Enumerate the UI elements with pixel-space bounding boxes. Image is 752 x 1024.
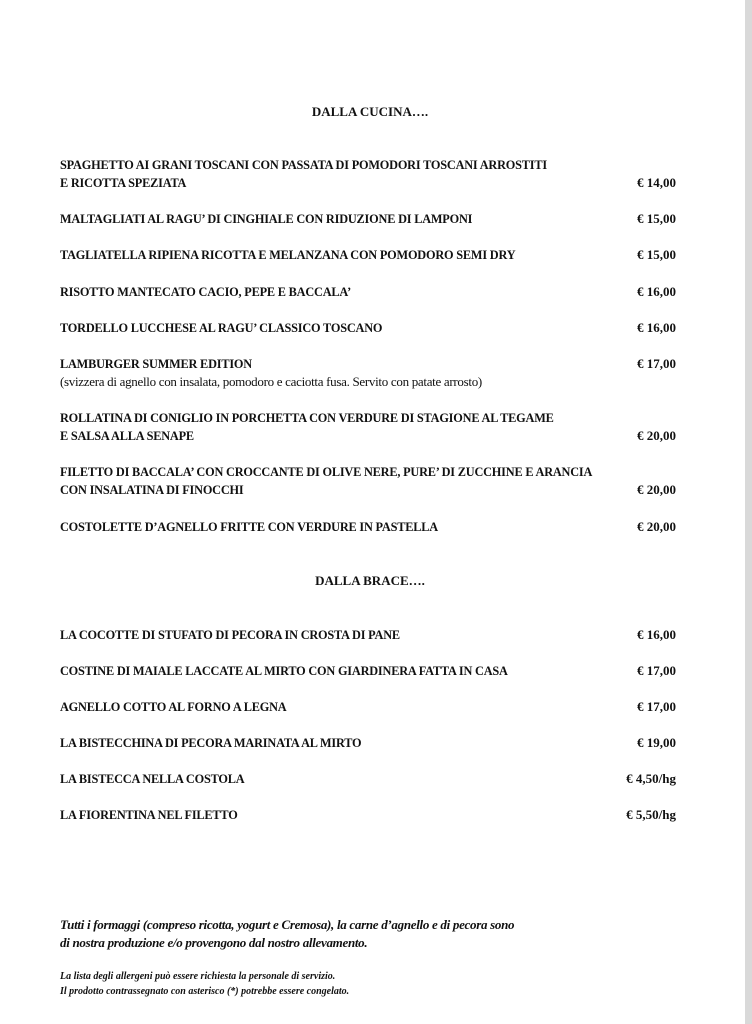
dish-price: € 16,00 <box>637 627 676 642</box>
dish-name: LA FIORENTINA NEL FILETTO <box>60 808 238 822</box>
section-title-cucina: DALLA CUCINA…. <box>311 104 429 119</box>
dish-name: RISOTTO MANTECATO CACIO, PEPE E BACCALA’ <box>60 285 352 299</box>
dish-name: TAGLIATELLA RIPIENA RICOTTA E MELANZANA CON POMODORO SEMI DRY <box>60 248 516 262</box>
dish-price: € 15,00 <box>637 211 676 226</box>
section-title-brace: DALLA BRACE…. <box>315 573 425 588</box>
dish-name: COSTINE DI MAIALE LACCATE AL MIRTO CON GIARDINERA FATTA IN CASA <box>60 664 508 678</box>
dish-name: FILETTO DI BACCALA’ CON CROCCANTE DI OLIVE NERE, PURE’ DI ZUCCHINE E ARANCIA <box>60 465 593 479</box>
dish-price: € 19,00 <box>637 735 676 750</box>
frozen-note: Il prodotto contrassegnato con asterisco (*) potrebbe essere congelato. <box>60 986 350 997</box>
dish-price: € 16,00 <box>637 320 676 335</box>
dish-price: € 5,50/hg <box>626 807 676 822</box>
dish-name: LAMBURGER SUMMER EDITION <box>60 357 252 371</box>
allergen-note: La lista degli allergeni può essere richiesta la personale di servizio. <box>60 971 336 982</box>
dish-price: € 17,00 <box>637 699 676 714</box>
dish-price: € 20,00 <box>637 519 676 534</box>
dish-name: MALTAGLIATI AL RAGU’ DI CINGHIALE CON RIDUZIONE DI LAMPONI <box>60 212 473 226</box>
dish-price: € 20,00 <box>637 482 676 497</box>
dish-price: € 20,00 <box>637 428 676 443</box>
dish-name: SPAGHETTO AI GRANI TOSCANI CON PASSATA DI POMODORI TOSCANI ARROSTITI <box>60 158 547 172</box>
dish-name: LA BISTECCA NELLA COSTOLA <box>60 772 245 786</box>
dish-name: E SALSA ALLA SENAPE <box>60 429 194 443</box>
dish-name: E RICOTTA SPEZIATA <box>60 176 187 190</box>
dish-price: € 14,00 <box>637 175 676 190</box>
note-line: Tutti i formaggi (compreso ricotta, yogurt e Cremosa), la carne d’agnello e di pecora sono <box>60 917 515 932</box>
dish-name: LA BISTECCHINA DI PECORA MARINATA AL MIRTO <box>60 736 362 750</box>
scrollbar[interactable] <box>745 0 752 1024</box>
dish-name: COSTOLETTE D’AGNELLO FRITTE CON VERDURE IN PASTELLA <box>60 520 438 534</box>
dish-price: € 15,00 <box>637 247 676 262</box>
dish-price: € 4,50/hg <box>626 771 676 786</box>
dish-name: LA COCOTTE DI STUFATO DI PECORA IN CROSTA DI PANE <box>60 628 400 642</box>
dish-name: AGNELLO COTTO AL FORNO A LEGNA <box>60 700 287 714</box>
dish-name: CON INSALATINA DI FINOCCHI <box>60 483 244 497</box>
dish-price: € 17,00 <box>637 663 676 678</box>
dish-price: € 17,00 <box>637 356 676 371</box>
dish-price: € 16,00 <box>637 284 676 299</box>
dish-name: TORDELLO LUCCHESE AL RAGU’ CLASSICO TOSCANO <box>60 321 383 335</box>
dish-description: (svizzera di agnello con insalata, pomodoro e caciotta fusa. Servito con patate arrosto) <box>60 374 482 389</box>
note-line: di nostra produzione e/o provengono dal nostro allevamento. <box>60 935 368 950</box>
dish-name: ROLLATINA DI CONIGLIO IN PORCHETTA CON VERDURE DI STAGIONE AL TEGAME <box>60 411 554 425</box>
